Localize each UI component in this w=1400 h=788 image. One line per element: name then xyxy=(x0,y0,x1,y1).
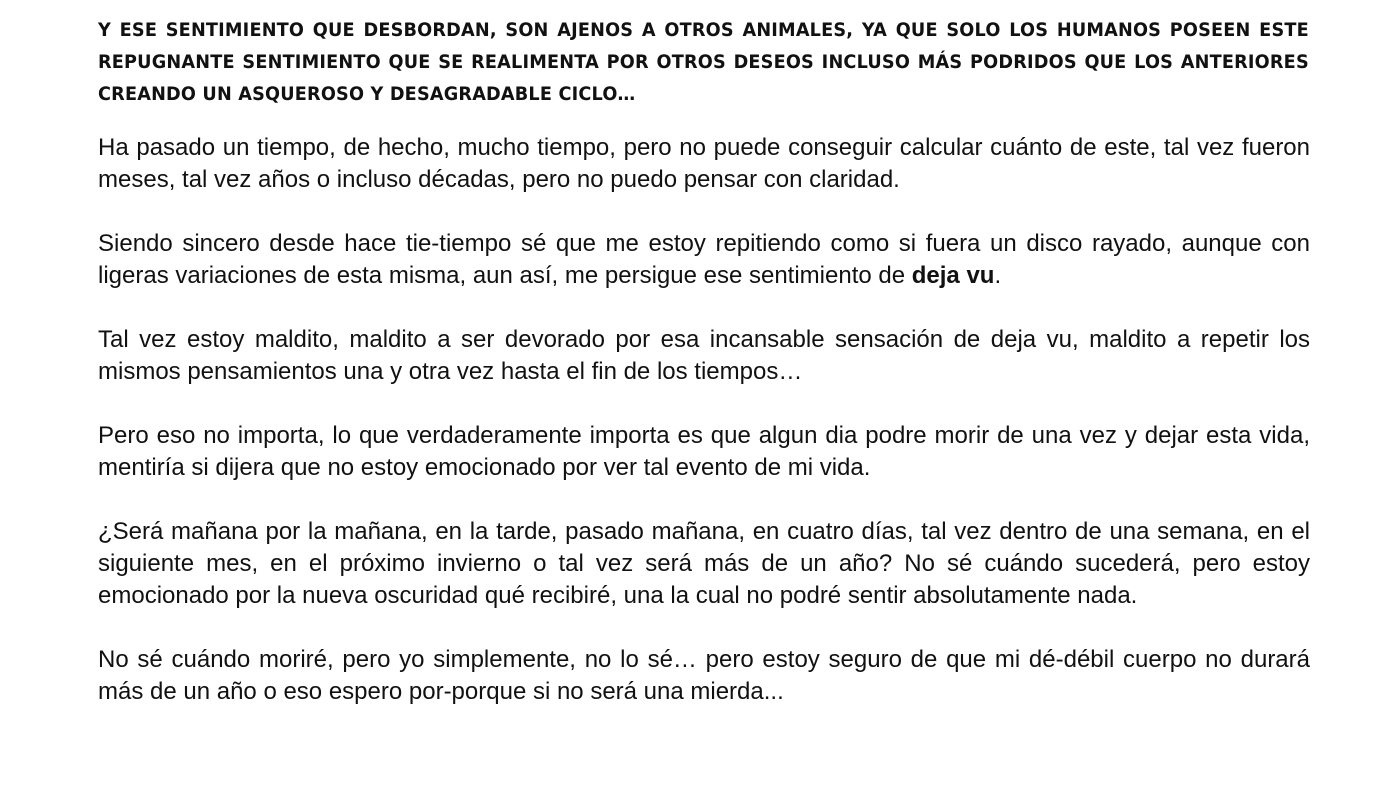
paragraph-6: No sé cuándo moriré, pero yo simplemente, no lo sé… pero estoy seguro de que mi dé-débil cuerpo no durará más de un año o eso espero por-porque si no será una mierda... xyxy=(98,646,1310,705)
paragraph-2 xyxy=(98,228,1310,292)
document-page xyxy=(98,14,1310,740)
paragraph-2-end: . xyxy=(994,262,1002,289)
document-heading: Y ESE SENTIMIENTO QUE DESBORDAN, SON AJENOS A OTROS ANIMALES, YA QUE SOLO LOS HUMANOS POSEEN ESTE REPUGNANTE SENTIMIENTO QUE SE REALIMENTA POR OTROS DESEOS INCLUSO MÁS PODRIDOS QUE LOS ANTERIORES CREANDO UN ASQUEROSO Y DESAGRADABLE CICLO… xyxy=(98,19,1309,105)
paragraph-5: ¿Será mañana por la mañana, en la tarde, pasado mañana, en cuatro días, tal vez dentro de una semana, en el siguiente mes, en el próximo invierno o tal vez será más de un año? No sé cuándo sucederá, pero estoy emocionado por la nueva oscuridad qué recibiré, una la cual no podré sentir absolutamente nada. xyxy=(98,518,1310,609)
paragraph-2-bold-phrase: deja vu xyxy=(911,262,995,289)
paragraph-2-text: Siendo sincero desde hace tie-tiempo sé que me estoy repitiendo como si fuera un disco rayado, aunque con ligeras variaciones de esta misma, aun así, me persigue ese sentimiento de xyxy=(98,230,1310,289)
paragraph-4: Pero eso no importa, lo que verdaderamente importa es que algun dia podre morir de una vez y dejar esta vida, mentiría si dijera que no estoy emocionado por ver tal evento de mi vida. xyxy=(98,422,1310,481)
paragraph-1: Ha pasado un tiempo, de hecho, mucho tiempo, pero no puede conseguir calcular cuánto de este, tal vez fueron meses, tal vez años o incluso décadas, pero no puedo pensar con claridad. xyxy=(98,134,1310,193)
paragraph-3: Tal vez estoy maldito, maldito a ser devorado por esa incansable sensación de deja vu, maldito a repetir los mismos pensamientos una y otra vez hasta el fin de los tiempos… xyxy=(98,326,1310,385)
